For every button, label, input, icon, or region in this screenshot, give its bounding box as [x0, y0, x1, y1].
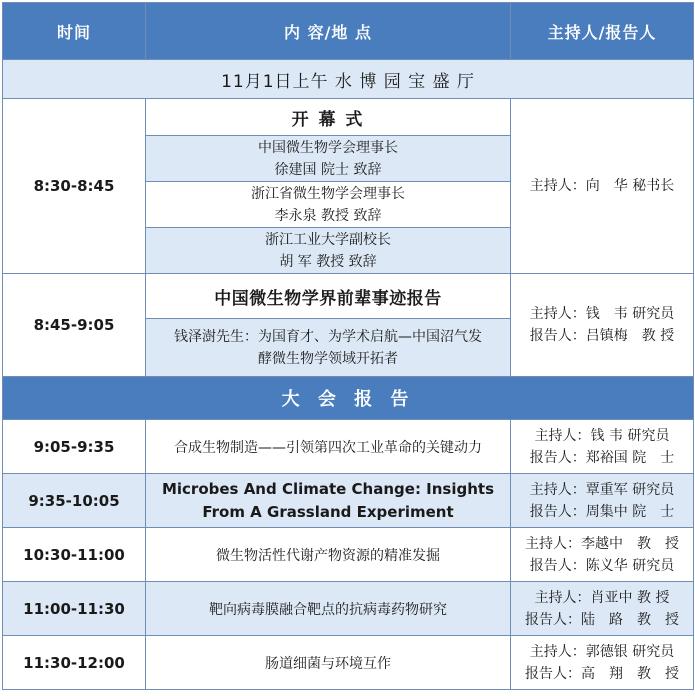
pioneer-host — [511, 274, 694, 377]
opening-title: 开 幕 式 — [146, 99, 511, 136]
opening-speech-3 — [146, 228, 511, 274]
pioneer-reporter-line: 报告人：吕镇梅 教 授 — [529, 328, 675, 344]
header-content: 内 容/地 点 — [146, 3, 511, 60]
pioneer-title-row — [3, 274, 694, 319]
pioneer-talk-line-1: 钱泽澍先生：为国育才、为学术启航—中国沼气发 — [174, 328, 482, 345]
opening-speech-1 — [146, 136, 511, 182]
talk-3-reporter: 报告人：陈义华 研究员 — [529, 557, 675, 574]
talk-row-4 — [3, 582, 694, 636]
talk-5-people — [511, 636, 694, 690]
talk-4-time: 11:00-11:30 — [3, 582, 146, 636]
speech-3-line-2: 胡 军 教授 致辞 — [279, 253, 377, 270]
talk-1-reporter: 报告人：郑裕国 院 士 — [529, 449, 675, 466]
section-row — [3, 377, 694, 420]
opening-time: 8:30-8:45 — [3, 99, 146, 274]
talk-row-2 — [3, 474, 694, 528]
talk-2-title-line-1: Microbes And Climate Change: Insights — [161, 479, 495, 498]
talk-2-title-line-2: From A Grassland Experiment — [202, 502, 454, 521]
talk-2-title — [146, 474, 511, 528]
pioneer-host-line: 主持人：钱 韦 研究员 — [529, 306, 675, 322]
speech-3-line-1: 浙江工业大学副校长 — [265, 231, 391, 248]
talk-1-title: 合成生物制造——引领第四次工业革命的关键动力 — [146, 420, 511, 474]
day-title: 11月1日上午 水 博 园 宝 盛 厅 — [3, 60, 694, 99]
schedule-table — [2, 2, 694, 690]
opening-host: 主持人：向 华 秘书长 — [511, 99, 694, 274]
talk-2-host: 主持人：覃重军 研究员 — [529, 481, 675, 498]
header-row — [3, 3, 694, 60]
opening-speech-2 — [146, 182, 511, 228]
talk-5-title: 肠道细菌与环境互作 — [146, 636, 511, 690]
talk-4-reporter: 报告人：陆 路 教 授 — [525, 611, 679, 628]
talk-1-people — [511, 420, 694, 474]
section-title: 大 会 报 告 — [3, 377, 694, 420]
header-host: 主持人/报告人 — [511, 3, 694, 60]
talk-1-host: 主持人：钱 韦 研究员 — [534, 427, 670, 444]
talk-row-5 — [3, 636, 694, 690]
talk-4-people — [511, 582, 694, 636]
talk-1-time: 9:05-9:35 — [3, 420, 146, 474]
header-time: 时间 — [3, 3, 146, 60]
talk-5-reporter: 报告人：高 翔 教 授 — [525, 665, 679, 682]
day-row — [3, 60, 694, 99]
talk-row-1 — [3, 420, 694, 474]
speech-2-line-1: 浙江省微生物学会理事长 — [251, 185, 405, 202]
talk-5-time: 11:30-12:00 — [3, 636, 146, 690]
talk-3-people — [511, 528, 694, 582]
speech-1-line-1: 中国微生物学会理事长 — [258, 139, 398, 156]
pioneer-title: 中国微生物学界前辈事迹报告 — [146, 274, 511, 319]
talk-4-host: 主持人：肖亚中 教 授 — [534, 589, 670, 606]
talk-3-time: 10:30-11:00 — [3, 528, 146, 582]
talk-5-host: 主持人：郭德银 研究员 — [529, 643, 675, 660]
pioneer-time: 8:45-9:05 — [3, 274, 146, 377]
opening-title-row — [3, 99, 694, 136]
speech-2-line-2: 李永泉 教授 致辞 — [274, 207, 382, 224]
talk-row-3 — [3, 528, 694, 582]
pioneer-talk-line-2: 酵微生物学领域开拓者 — [258, 350, 398, 367]
talk-2-reporter: 报告人：周集中 院 士 — [529, 503, 675, 520]
talk-3-title: 微生物活性代谢产物资源的精准发掘 — [146, 528, 511, 582]
talk-2-time: 9:35-10:05 — [3, 474, 146, 528]
talk-2-people — [511, 474, 694, 528]
talk-3-host: 主持人：李越中 教 授 — [525, 535, 679, 552]
speech-1-line-2: 徐建国 院士 致辞 — [274, 161, 382, 178]
pioneer-talk — [146, 319, 511, 377]
talk-4-title: 靶向病毒膜融合靶点的抗病毒药物研究 — [146, 582, 511, 636]
